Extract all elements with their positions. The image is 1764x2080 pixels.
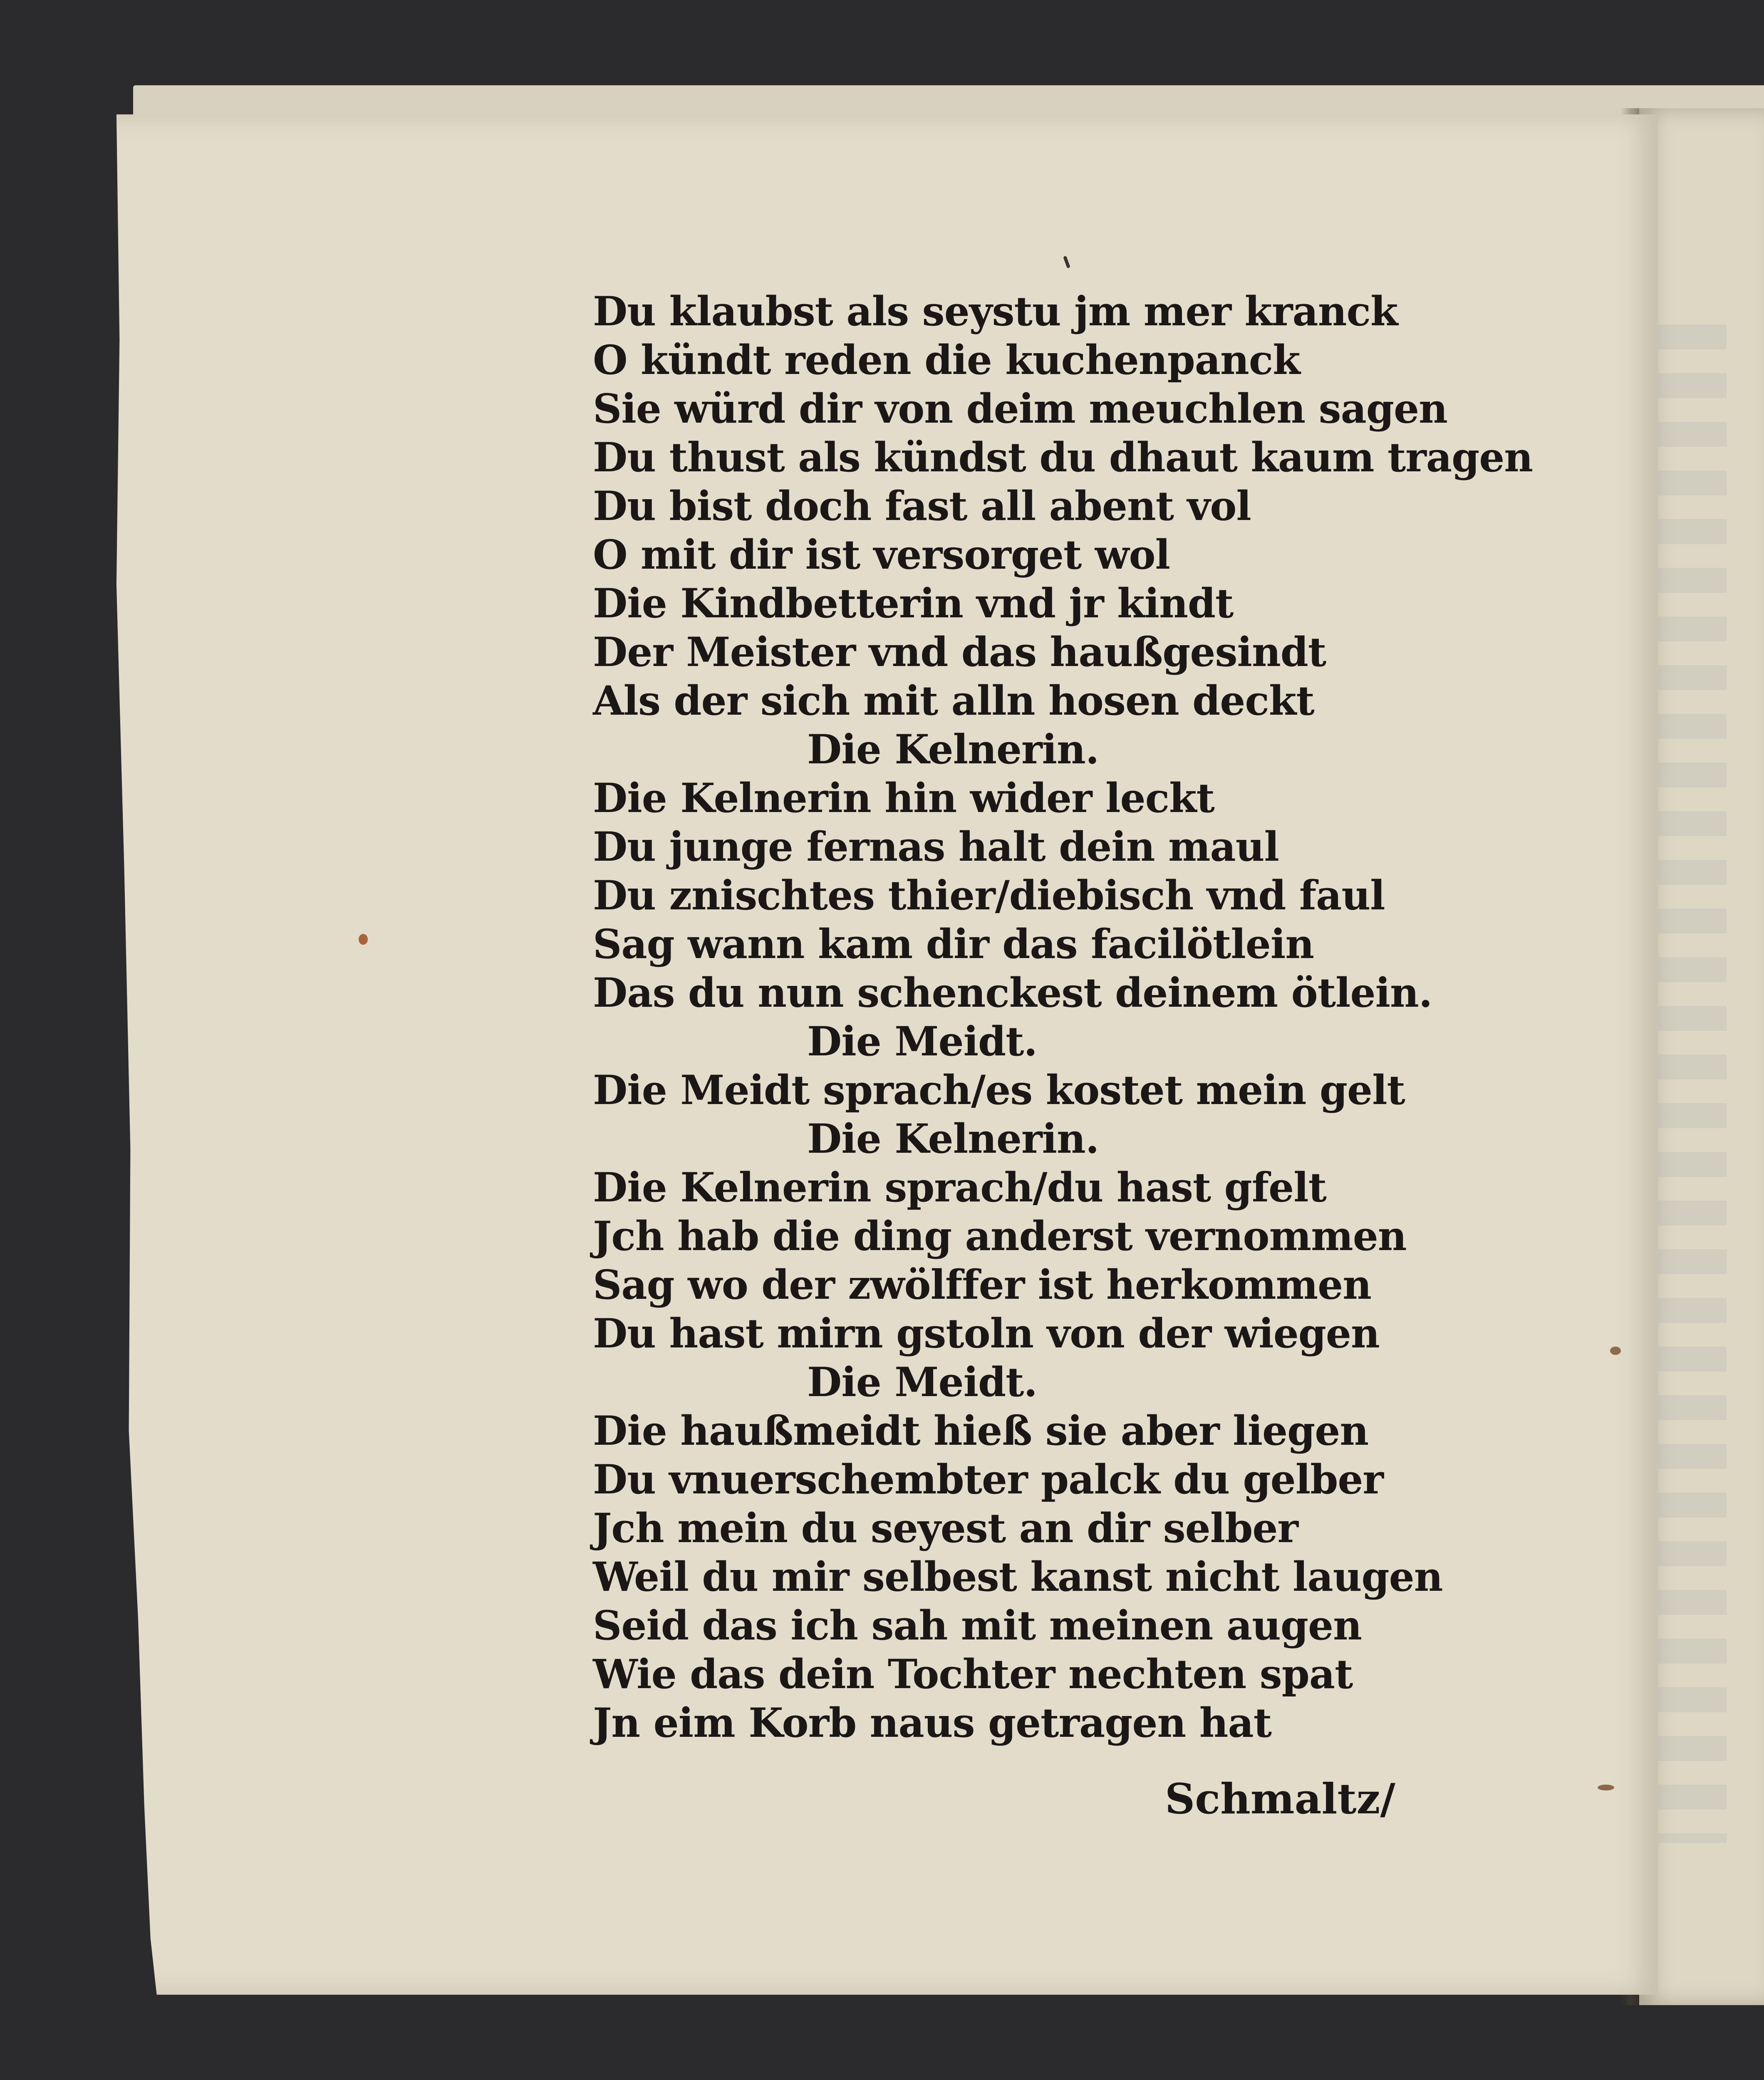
poem-line: Du hast mirn gstoln von der wiegen: [593, 1310, 1380, 1357]
poem-line: Seid das ich sah mit meinen augen: [593, 1602, 1362, 1649]
poem-line: Sag wo der zwölffer ist herkommen: [593, 1261, 1372, 1308]
poem-line: Sie würd dir von deim meuchlen sagen: [593, 385, 1447, 432]
speaker-heading: Die Meidt.: [807, 1018, 1037, 1065]
poem-line: Die Kelnerin sprach/du hast gfelt: [593, 1164, 1326, 1211]
speaker-heading: Die Kelnerin.: [807, 726, 1099, 773]
poem-line: Du thust als kündst du dhaut kaum tragen: [593, 434, 1533, 481]
foxing-spot: [1598, 1785, 1614, 1790]
poem-line: Jch mein du seyest an dir selber: [593, 1505, 1298, 1552]
poem-line: Als der sich mit alln hosen deckt: [593, 677, 1314, 724]
poem-line: Jch hab die ding anderst vernommen: [593, 1213, 1407, 1260]
poem-line: Der Meister vnd das haußgesindt: [593, 629, 1326, 676]
poem-line: O mit dir ist versorget wol: [593, 531, 1170, 578]
speaker-heading: Die Kelnerin.: [807, 1115, 1099, 1162]
foxing-spot: [1610, 1347, 1621, 1355]
foxing-spot: [359, 934, 368, 945]
poem-line: Du junge fernas halt dein maul: [593, 823, 1279, 870]
poem-line: Sag wann kam dir das facilötlein: [593, 921, 1314, 968]
poem-line: Weil du mir selbest kanst nicht laugen: [593, 1553, 1443, 1600]
catchword: Schmaltz/: [1165, 1774, 1395, 1823]
poem-line: Das du nun schenckest deinem ötlein.: [593, 969, 1432, 1016]
poem-line: Die Meidt sprach/es kostet mein gelt: [593, 1067, 1405, 1114]
poem-line: Du znischtes thier/diebisch vnd faul: [593, 872, 1385, 919]
facing-page: [1639, 108, 1764, 2005]
poem-text-block: [593, 287, 1533, 1747]
poem-line: Wie das dein Tochter nechten spat: [593, 1651, 1353, 1698]
poem-line: Die haußmeidt hieß sie aber liegen: [593, 1407, 1369, 1454]
poem-line: Jn eim Korb naus getragen hat: [593, 1699, 1272, 1746]
poem-line: Du bist doch fast all abent vol: [593, 483, 1251, 530]
poem-line: Du klaubst als seystu jm mer kranck: [593, 288, 1398, 335]
speaker-heading: Die Meidt.: [807, 1359, 1037, 1406]
poem-line: O kündt reden die kuchenpanck: [593, 337, 1300, 384]
poem-line: Die Kelnerin hin wider leckt: [593, 775, 1214, 822]
poem-line: Du vnuerschembter palck du gelber: [593, 1456, 1383, 1503]
poem-line: Die Kindbetterin vnd jr kindt: [593, 580, 1234, 627]
